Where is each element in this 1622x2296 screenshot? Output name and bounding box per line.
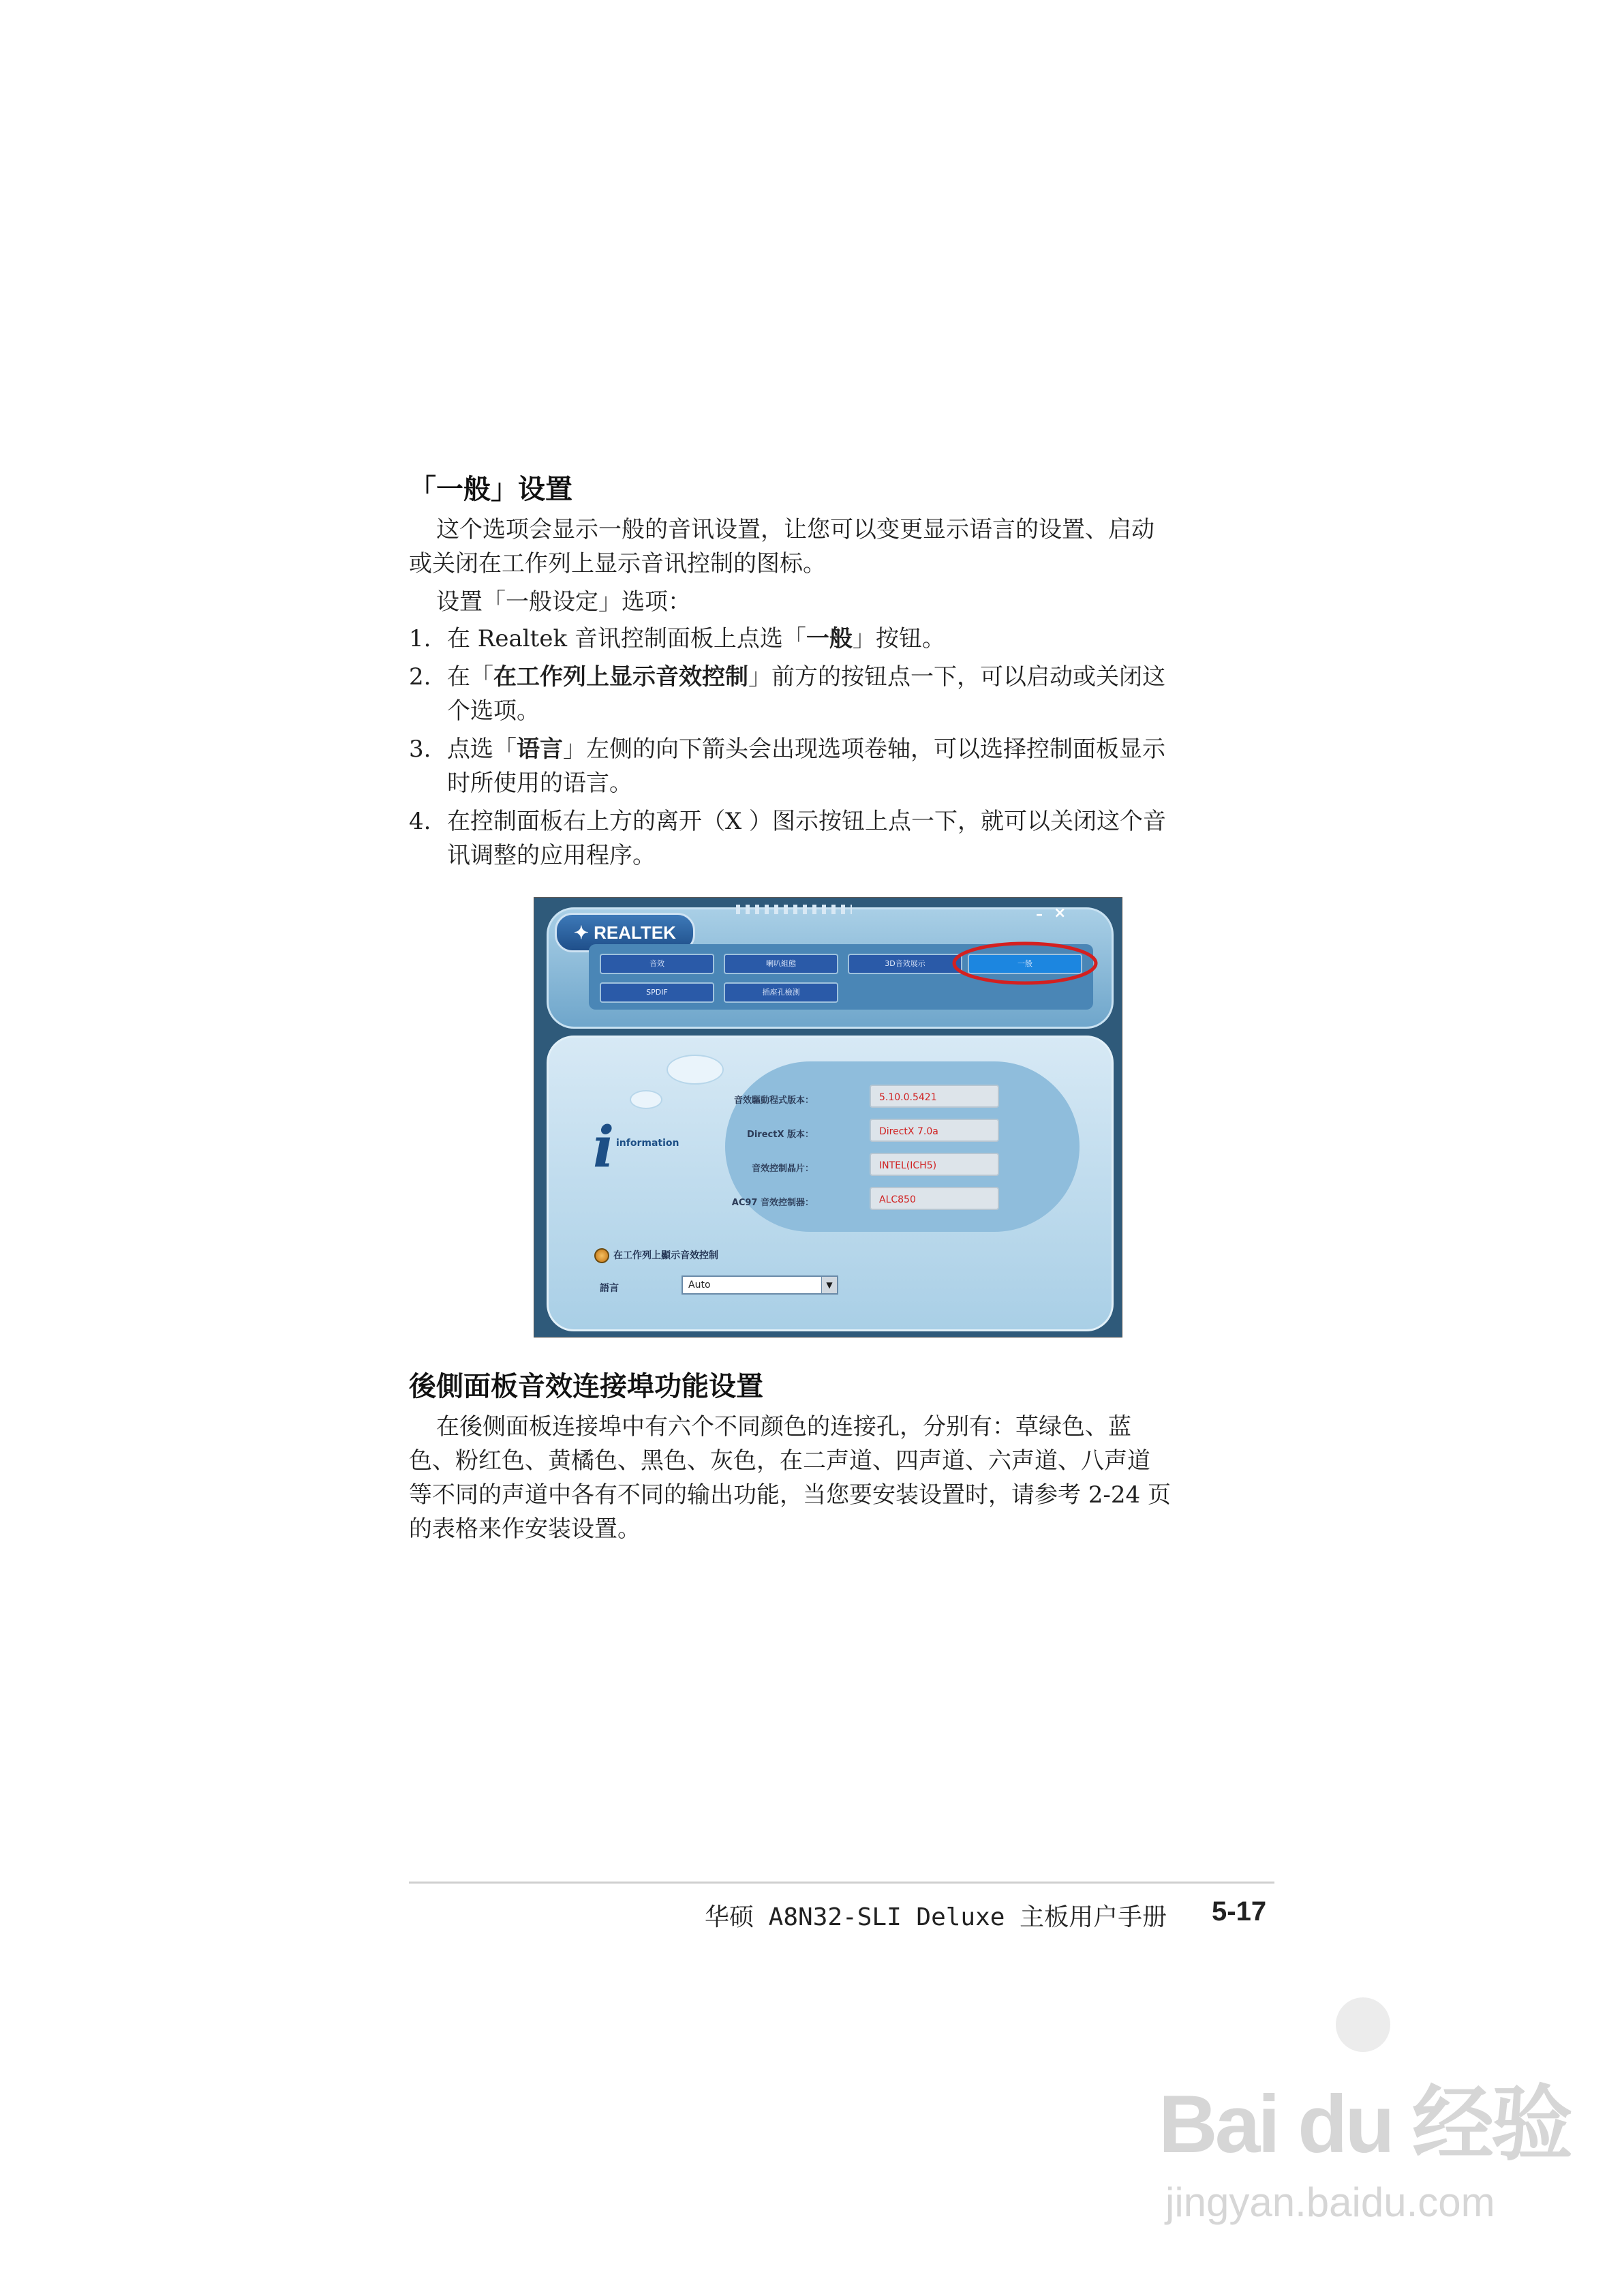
section-title-general: 「一般」设置 bbox=[409, 474, 572, 505]
paragraph-line: 在後侧面板连接埠中有六个不同颜色的连接孔，分别有：草绿色、蓝 bbox=[436, 1413, 1131, 1440]
paw-icon bbox=[1336, 1997, 1390, 2052]
chevron-down-icon[interactable]: ▼ bbox=[821, 1277, 837, 1293]
list-item bbox=[409, 622, 1227, 656]
tab-3d-demo[interactable]: 3D音效展示 bbox=[848, 954, 962, 974]
item-number: 2. bbox=[409, 663, 431, 691]
audio-chip-label: 音效控制晶片： bbox=[751, 1164, 814, 1174]
audio-chip-value: INTEL(ICH5) bbox=[870, 1153, 999, 1176]
crab-icon: ✦ bbox=[574, 922, 589, 943]
tab-general[interactable]: 一般 bbox=[968, 954, 1082, 974]
item-text: 」前方的按钮点一下，可以启动或关闭这 bbox=[748, 663, 1165, 691]
tab-speaker-config[interactable]: 喇叭組態 bbox=[724, 954, 838, 974]
item-keyword: 一般 bbox=[806, 625, 853, 652]
item-keyword: 语言 bbox=[517, 736, 563, 763]
baidu-watermark-logo: Bai du 经验 bbox=[1159, 2079, 1571, 2170]
paragraph-line: 等不同的声道中各有不同的输出功能，当您要安装设置时，请参考 2-24 页 bbox=[409, 1481, 1171, 1509]
ac97-controller-label: AC97 音效控制器： bbox=[731, 1198, 814, 1208]
realtek-panel-screenshot bbox=[534, 897, 1122, 1338]
item-text: 点选「 bbox=[447, 736, 517, 763]
list-item bbox=[409, 660, 1227, 728]
driver-version-label: 音效驅動程式版本： bbox=[733, 1096, 814, 1106]
intro-paragraph bbox=[409, 513, 1227, 581]
ac97-controller-value: ALC850 bbox=[870, 1187, 999, 1210]
highlight-ellipse bbox=[954, 943, 1096, 983]
taskbar-toggle-button[interactable] bbox=[594, 1248, 609, 1263]
directx-version-value: DirectX 7.0a bbox=[870, 1119, 999, 1142]
info-icon: i bbox=[593, 1115, 615, 1180]
tab-spdif[interactable]: SPDIF bbox=[600, 982, 714, 1003]
info-label: information bbox=[616, 1138, 679, 1149]
intro-line-1: 这个选项会显示一般的音讯设置，让您可以变更显示语言的设置、启动 bbox=[436, 516, 1154, 543]
rear-panel-paragraph bbox=[409, 1410, 1240, 1546]
minimize-button[interactable]: – bbox=[1036, 906, 1043, 922]
paragraph-line: 色、粉红色、黄橘色、黑色、灰色，在二声道、四声道、六声道、八声道 bbox=[409, 1447, 1150, 1475]
item-text: 在「 bbox=[447, 663, 493, 691]
item-text: 在控制面板右上方的离开（X ）图示按钮上点一下，就可以关闭这个音 bbox=[447, 808, 1167, 835]
language-label: 語言 bbox=[600, 1283, 619, 1294]
steps-list bbox=[409, 622, 1227, 873]
page-number: 5-17 bbox=[1212, 1897, 1267, 1927]
bubble-large bbox=[667, 1055, 724, 1085]
item-text: 」按钮。 bbox=[852, 625, 945, 652]
sub-intro: 设置「一般设定」选项： bbox=[436, 588, 691, 616]
item-number: 1. bbox=[409, 625, 431, 652]
list-item bbox=[409, 732, 1227, 800]
item-number: 4. bbox=[409, 808, 431, 835]
tab-sound[interactable]: 音效 bbox=[600, 954, 714, 974]
language-value: Auto bbox=[688, 1280, 711, 1290]
footer-title: 华硕 A8N32-SLI Deluxe 主板用户手册 bbox=[705, 1903, 1167, 1931]
list-item bbox=[409, 804, 1227, 873]
directx-version-label: DirectX 版本： bbox=[747, 1130, 814, 1140]
taskbar-option-label: 在工作列上顯示音效控制 bbox=[613, 1250, 718, 1261]
item-text: 在 Realtek 音讯控制面板上点选「 bbox=[447, 625, 806, 652]
language-select[interactable] bbox=[682, 1275, 838, 1295]
item-continuation: 个选项。 bbox=[447, 697, 540, 725]
item-continuation: 时所使用的语言。 bbox=[447, 770, 632, 797]
tab-jack-detection[interactable]: 插座孔檢測 bbox=[724, 982, 838, 1003]
item-continuation: 讯调整的应用程序。 bbox=[447, 842, 656, 869]
intro-line-2: 或关闭在工作列上显示音讯控制的图标。 bbox=[409, 550, 826, 577]
baidu-watermark-url: jingyan.baidu.com bbox=[1165, 2179, 1495, 2225]
bubble-small bbox=[630, 1090, 662, 1109]
item-keyword: 在工作列上显示音效控制 bbox=[493, 663, 748, 691]
item-text: 」左侧的向下箭头会出现选项卷轴，可以选择控制面板显示 bbox=[563, 736, 1165, 763]
driver-version-value: 5.10.0.5421 bbox=[870, 1085, 999, 1108]
close-button[interactable]: × bbox=[1054, 905, 1067, 922]
item-number: 3. bbox=[409, 736, 431, 763]
footer-divider bbox=[409, 1882, 1274, 1884]
brand-name: REALTEK bbox=[594, 922, 676, 943]
section-title-rear-panel: 後側面板音效连接埠功能设置 bbox=[409, 1371, 763, 1402]
paragraph-line: 的表格来作安装设置。 bbox=[409, 1515, 641, 1543]
